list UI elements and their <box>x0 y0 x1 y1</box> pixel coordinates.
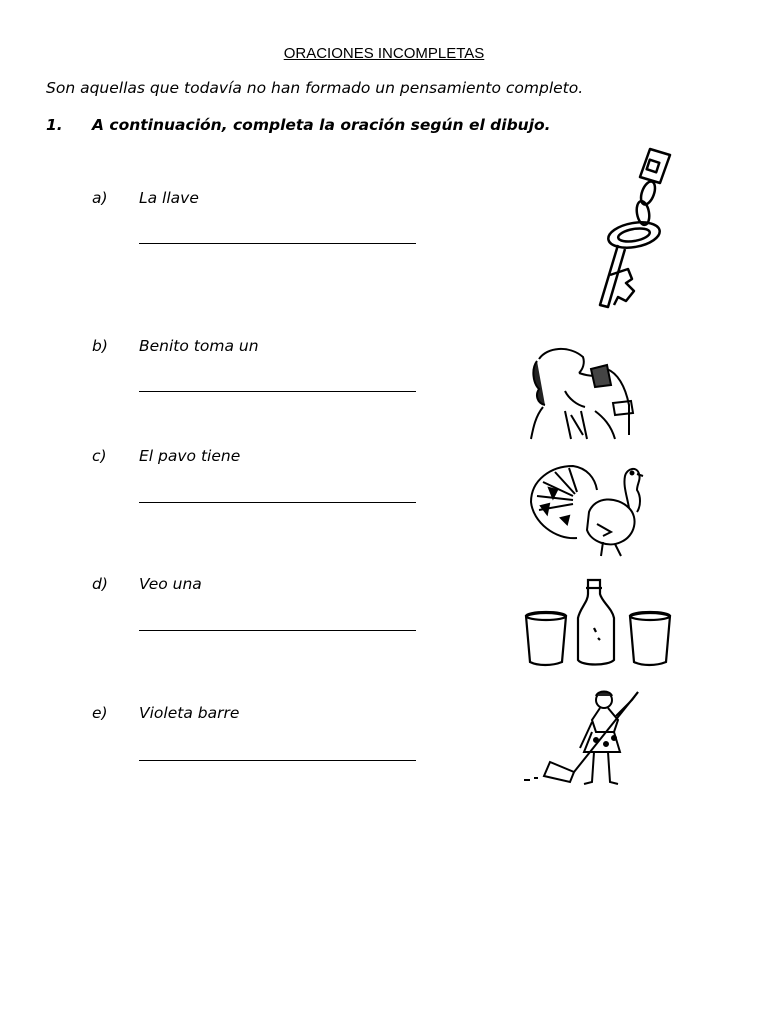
girl-sweeping-illustration <box>520 688 650 788</box>
item-letter: d) <box>92 575 108 593</box>
instruction-text: A continuación, completa la oración según el dibujo. <box>92 116 551 134</box>
item-letter: c) <box>92 447 107 465</box>
instruction-number: 1. <box>46 116 63 134</box>
item-sentence: El pavo tiene <box>139 447 241 465</box>
man-drinking-illustration <box>525 345 640 440</box>
worksheet-title: ORACIONES INCOMPLETAS <box>283 45 485 62</box>
definition-text: Son aquellas que todavía no han formado un pensamiento completo. <box>46 79 584 97</box>
item-letter: e) <box>92 704 108 722</box>
item-sentence: Benito toma un <box>139 337 259 355</box>
item-letter: b) <box>92 337 108 355</box>
key-icon <box>588 145 688 325</box>
turkey-illustration <box>525 460 655 560</box>
answer-line-d[interactable] <box>139 630 416 631</box>
answer-line-b[interactable] <box>139 391 416 392</box>
item-letter: a) <box>92 189 108 207</box>
instruction <box>46 116 551 134</box>
item-sentence: La llave <box>139 189 199 207</box>
item-sentence: Veo una <box>139 575 202 593</box>
answer-line-c[interactable] <box>139 502 416 503</box>
item-sentence: Violeta barre <box>139 704 240 722</box>
answer-line-a[interactable] <box>139 243 416 244</box>
bottle-and-glasses-illustration <box>522 578 674 668</box>
answer-line-e[interactable] <box>139 760 416 761</box>
